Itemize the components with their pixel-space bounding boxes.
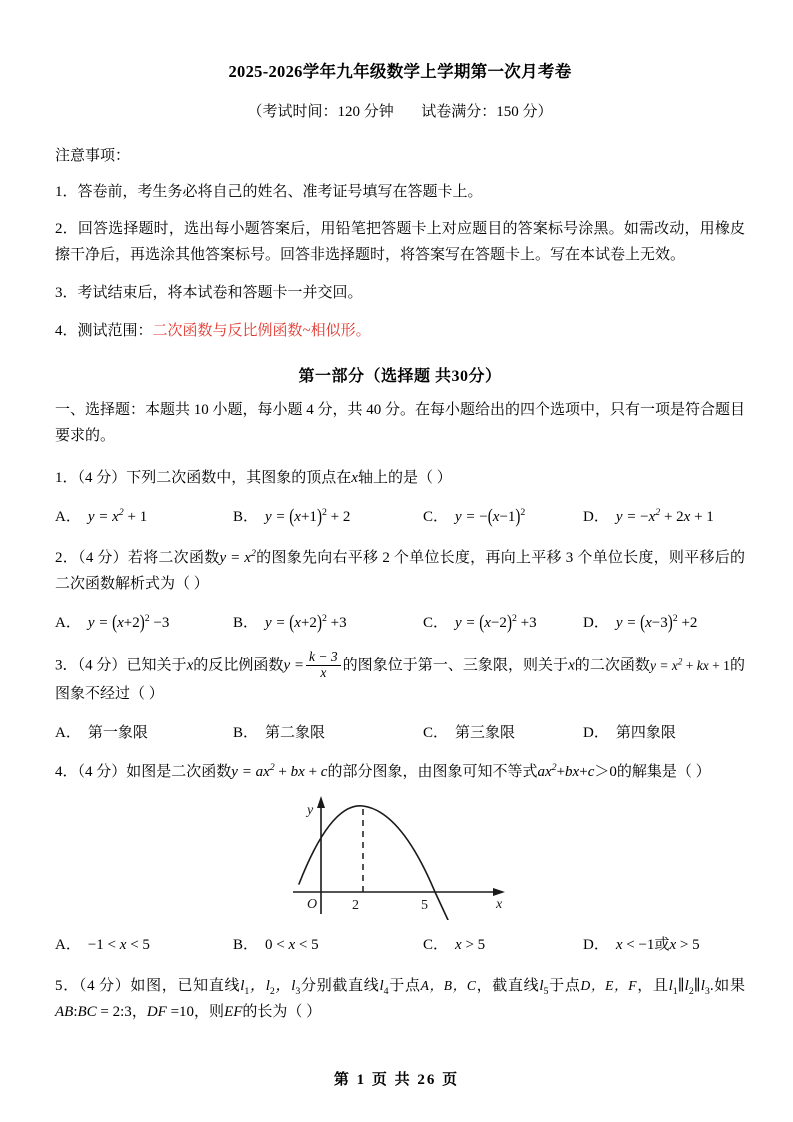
q5-text-i: ，则 [194, 1004, 225, 1021]
q4-score: （4 分） [77, 763, 127, 780]
q5-text-b: 分别截直线 [300, 977, 380, 994]
q3-quadratic-function: $y = x^2$ + kx + 1 [649, 656, 730, 673]
q4-option-d[interactable] [583, 933, 700, 957]
q2-option-b[interactable] [233, 611, 423, 635]
q2-option-a-expr: $y = (x+2)^2 -3$ [87, 612, 170, 634]
q3-option-b[interactable] [233, 721, 423, 745]
q1-option-c-expr: $y = -(x-1)^2$ [455, 505, 526, 528]
q5-number: 5． [55, 977, 79, 994]
q2-option-c-letter: C． [423, 615, 449, 632]
q5-ratio: AB:BC = 2:3 [55, 1004, 132, 1021]
q1-option-c[interactable] [423, 505, 583, 529]
q4-option-b[interactable] [233, 933, 423, 957]
q5-parallel-relation: $l_1\parallel l_2\parallel l_3$ [668, 977, 710, 997]
q3-inverse-function: y = [283, 657, 305, 674]
question-5-stem [55, 973, 745, 1026]
q2-option-a[interactable] [55, 611, 233, 635]
q4-option-b-expr: 0 < x < 5 [265, 936, 319, 953]
q3-option-b-letter: B． [233, 724, 259, 741]
q1-option-b-letter: B． [233, 508, 259, 525]
q2-option-c[interactable] [423, 611, 583, 635]
q4-option-a-letter: A． [55, 936, 81, 953]
notice-item-3 [55, 281, 745, 307]
q3-option-c-expr: 第三象限 [455, 724, 516, 741]
question-4-stem [55, 759, 745, 786]
q3-text-c: 的图象位于第一、三象限，则关于 [342, 657, 569, 674]
q1-option-d-expr: $y = -x^2 + 2x + 1$ [615, 506, 714, 525]
q5-line-l4: $l_4$ [379, 977, 389, 997]
q4-option-c[interactable] [423, 933, 583, 957]
q1-text-a: 下列二次函数中，其图象的顶点在 [126, 470, 352, 487]
q2-option-d[interactable] [583, 611, 697, 635]
test-scope-text: 二次函数与反比例函数~相似形。 [152, 322, 371, 339]
q4-function: $y = ax^2$ + bx + c [231, 761, 328, 780]
q3-option-a-letter: A． [55, 724, 81, 741]
q4-option-c-expr: x > 5 [455, 936, 486, 953]
q1-option-b[interactable] [233, 505, 423, 529]
q2-option-d-expr: $y = (x-3)^2 +2$ [615, 612, 698, 634]
question-4-options [55, 933, 745, 957]
notice-item-2 [55, 217, 745, 269]
page-footer: 第 1 页 共 26 页 [333, 1072, 460, 1088]
q3-variable-1: x [186, 657, 194, 674]
q2-option-b-expr: $y = (x+2)^2 +3$ [265, 612, 347, 634]
q2-function: $y = x^2$ [219, 547, 256, 566]
x-axis-label: x [496, 896, 503, 912]
q2-text-a: 若将二次函数 [127, 549, 220, 566]
q5-text-f: ，且 [636, 977, 669, 994]
q1-number: 1． [55, 470, 78, 487]
q3-variable-2: x [568, 657, 575, 674]
q5-text-a: 如图，已知直线 [130, 977, 241, 994]
q5-lines-group-a: $l_1$，$l_2$，$l_3$ [240, 977, 301, 997]
q3-text-d: 的二次函数 [574, 657, 650, 674]
question-4-figure-container [55, 792, 745, 920]
q4-option-b-letter: B． [233, 936, 259, 953]
q2-text-b: 的图象先向右平移 2 个单位长度，再向上平移 3 个单位长度，则平移后的二次函数解析式为（ ） [55, 549, 745, 593]
q3-option-c-letter: C． [423, 724, 449, 741]
notice-1-text: 答卷前，考生务必将自己的姓名、准考证号填写在答题卡上。 [77, 183, 483, 200]
q4-text-a: 如图是二次函数 [126, 763, 232, 780]
notice-4-number: 4． [55, 322, 78, 339]
multiple-choice-intro: 一、选择题：本题共 10 小题，每小题 4 分，共 40 分。在每小题给出的四个选项中，只有一项是符合题目要求的。 [55, 401, 746, 444]
notice-1-number: 1． [55, 183, 78, 200]
q4-text-c: 的解集是（ ） [616, 763, 711, 780]
q4-text-b: 的部分图象，由图象可知不等式 [327, 763, 538, 780]
y-axis-label: y [307, 802, 314, 818]
q4-option-a-expr: −1 < x < 5 [87, 936, 150, 953]
notice-4-label: 测试范围： [77, 322, 153, 339]
question-2-options [55, 611, 745, 635]
q2-option-d-letter: D． [583, 615, 609, 632]
q5-points-def: D，E，F [580, 977, 637, 993]
notice-3-text: 考试结束后，将本试卷和答题卡一并交回。 [77, 284, 363, 301]
q5-points-abc: A，B，C [420, 977, 476, 993]
q5-text-e: 于点 [548, 977, 581, 994]
q3-option-a-expr: 第一象限 [87, 724, 148, 741]
y-axis-arrow [317, 796, 325, 808]
q4-option-a[interactable] [55, 933, 233, 957]
q3-option-d-expr: 第四象限 [615, 724, 676, 741]
notice-item-1 [55, 180, 745, 206]
exam-duration: （考试时间：120 分钟 [247, 104, 394, 121]
q3-fraction [306, 650, 341, 680]
q5-score: （4 分） [78, 977, 131, 994]
notice-heading: 注意事项： [55, 148, 131, 165]
q3-option-d-letter: D． [583, 724, 609, 741]
notice-2-text: 回答选择题时，选出每小题答案后，用铅笔把答题卡上对应题目的答案标号涂黑。如需改动，用橡皮擦干净后，再选涂其他答案标号。回答非选择题时，将答案写在答题卡上。写在本试卷上无效。 [55, 221, 745, 264]
q5-text-d: ，截直线 [475, 977, 540, 994]
q2-option-c-expr: $y = (x-2)^2 +3$ [455, 612, 537, 634]
q3-text-b: 的反比例函数 [193, 657, 284, 674]
q3-option-a[interactable] [55, 721, 233, 745]
q1-option-a-letter: A． [55, 508, 81, 525]
notice-item-4 [55, 319, 745, 345]
q3-text-e: 的图象不经过（ ） [55, 657, 745, 703]
q4-inequality: $ax^2+bx+c>0$ [537, 761, 617, 780]
q5-text-g: .如果 [709, 977, 745, 994]
q5-text-c: 于点 [388, 977, 421, 994]
q5-given-df: DF =10 [146, 1004, 195, 1021]
q1-text-b: 轴上的是（ ） [357, 470, 452, 487]
question-1-stem [55, 465, 745, 492]
q4-option-c-letter: C． [423, 936, 449, 953]
q3-number: 3． [55, 657, 78, 674]
q1-option-a-expr: $y = x^2 + 1$ [87, 506, 148, 525]
q3-score: （4 分） [77, 657, 127, 674]
exam-total-score: 试卷满分：150 分） [421, 104, 553, 121]
q3-fraction-denominator: x [320, 664, 327, 680]
page-title: 2025-2026学年九年级数学上学期第一次月考卷 [228, 62, 572, 81]
x-axis-arrow [493, 888, 505, 896]
question-3-stem [55, 651, 745, 708]
q2-score: （4 分） [78, 549, 128, 566]
question-2-stem [55, 545, 745, 598]
question-3-options [55, 721, 745, 745]
q3-option-c[interactable] [423, 721, 583, 745]
q4-option-d-expr: x < −1或x > 5 [615, 935, 700, 953]
parabola-graph [285, 792, 515, 920]
q5-line-l5: $l_5$ [539, 977, 549, 997]
q5-text-j: 的长为（ ） [242, 1004, 322, 1021]
q1-option-c-letter: C． [423, 508, 449, 525]
q2-number: 2． [55, 549, 79, 566]
question-1-options [55, 505, 745, 529]
notice-2-number: 2． [55, 221, 78, 238]
q3-option-b-expr: 第二象限 [265, 724, 326, 741]
part-one-header: 第一部分（选择题 共30分） [298, 367, 502, 385]
q4-number: 4． [55, 763, 78, 780]
q2-option-b-letter: B． [233, 615, 259, 632]
q5-text-h: ， [131, 1004, 147, 1021]
exam-meta-line [55, 102, 745, 123]
q1-score: （4 分） [77, 470, 127, 487]
page-content [55, 0, 745, 1026]
q1-option-a[interactable] [55, 505, 233, 529]
q3-text-a: 已知关于 [126, 657, 187, 674]
x-tick-label-5: 5 [421, 897, 428, 913]
q1-option-b-expr: $y = (x+1)^2 + 2$ [265, 505, 351, 528]
q1-variable: x [351, 470, 358, 487]
origin-label: O [307, 896, 318, 912]
q4-option-d-letter: D． [583, 936, 609, 953]
q3-fraction-numerator: k − 3 [306, 650, 341, 666]
q1-option-d-letter: D． [583, 508, 609, 525]
x-tick-label-2: 2 [352, 897, 359, 913]
notice-3-number: 3． [55, 284, 78, 301]
q5-segment-ef: EF [224, 1004, 243, 1021]
q1-option-d[interactable] [583, 505, 714, 529]
q3-option-d[interactable] [583, 721, 676, 745]
q2-option-a-letter: A． [55, 615, 81, 632]
